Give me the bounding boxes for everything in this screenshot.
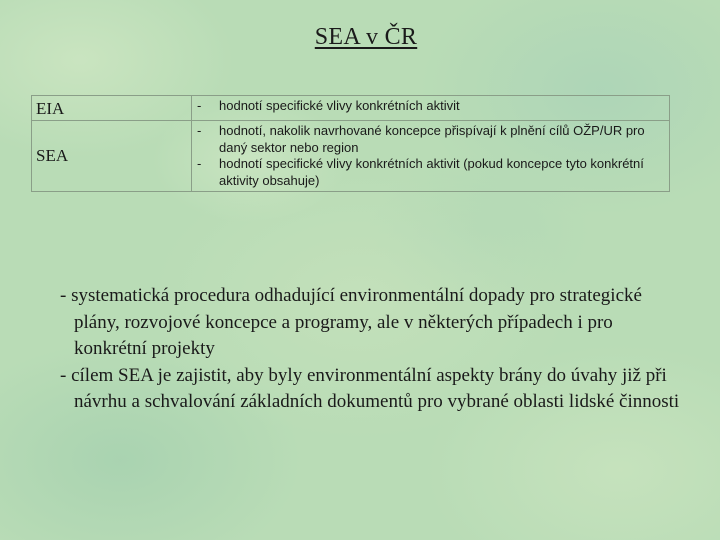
page-title-text: SEA v ČR: [314, 24, 418, 50]
list-item-text: hodnotí, nakolik navrhované koncepce přispívají k plnění cílů OŽP/UR pro daný sektor nebo region: [219, 123, 645, 155]
table-row-sea: [32, 121, 670, 192]
bullet-dash: -: [197, 156, 202, 171]
list-item-text: hodnotí specifické vlivy konkrétních aktivit: [219, 98, 460, 113]
row-label-sea: SEA: [32, 121, 192, 192]
bullet-dash: -: [197, 123, 202, 138]
paragraph: - cílem SEA je zajistit, aby byly environmentální aspekty brány do úvahy již při návrhu a schvalování základních dokumentů pro vybrané oblasti lidské činnosti: [60, 364, 680, 412]
row-content-eia: [192, 96, 670, 121]
list-item: [192, 123, 669, 156]
body-text: [60, 283, 680, 416]
list-item: [192, 98, 669, 115]
row-label-eia: EIA: [32, 96, 192, 121]
bullet-dash: -: [197, 98, 202, 113]
page-title: [0, 24, 720, 51]
table-row-eia: [32, 96, 670, 121]
list-item: [192, 156, 669, 189]
row-content-sea: [192, 121, 670, 192]
paragraph: - systematická procedura odhadující environmentální dopady pro strategické plány, rozvojové koncepce a programy, ale v některých případech i pro konkrétní projekty: [60, 285, 642, 359]
list-item-text: hodnotí specifické vlivy konkrétních aktivit (pokud koncepce tyto konkrétní aktivity obsahuje): [219, 156, 644, 188]
eia-sea-comparison-table: [31, 95, 670, 192]
